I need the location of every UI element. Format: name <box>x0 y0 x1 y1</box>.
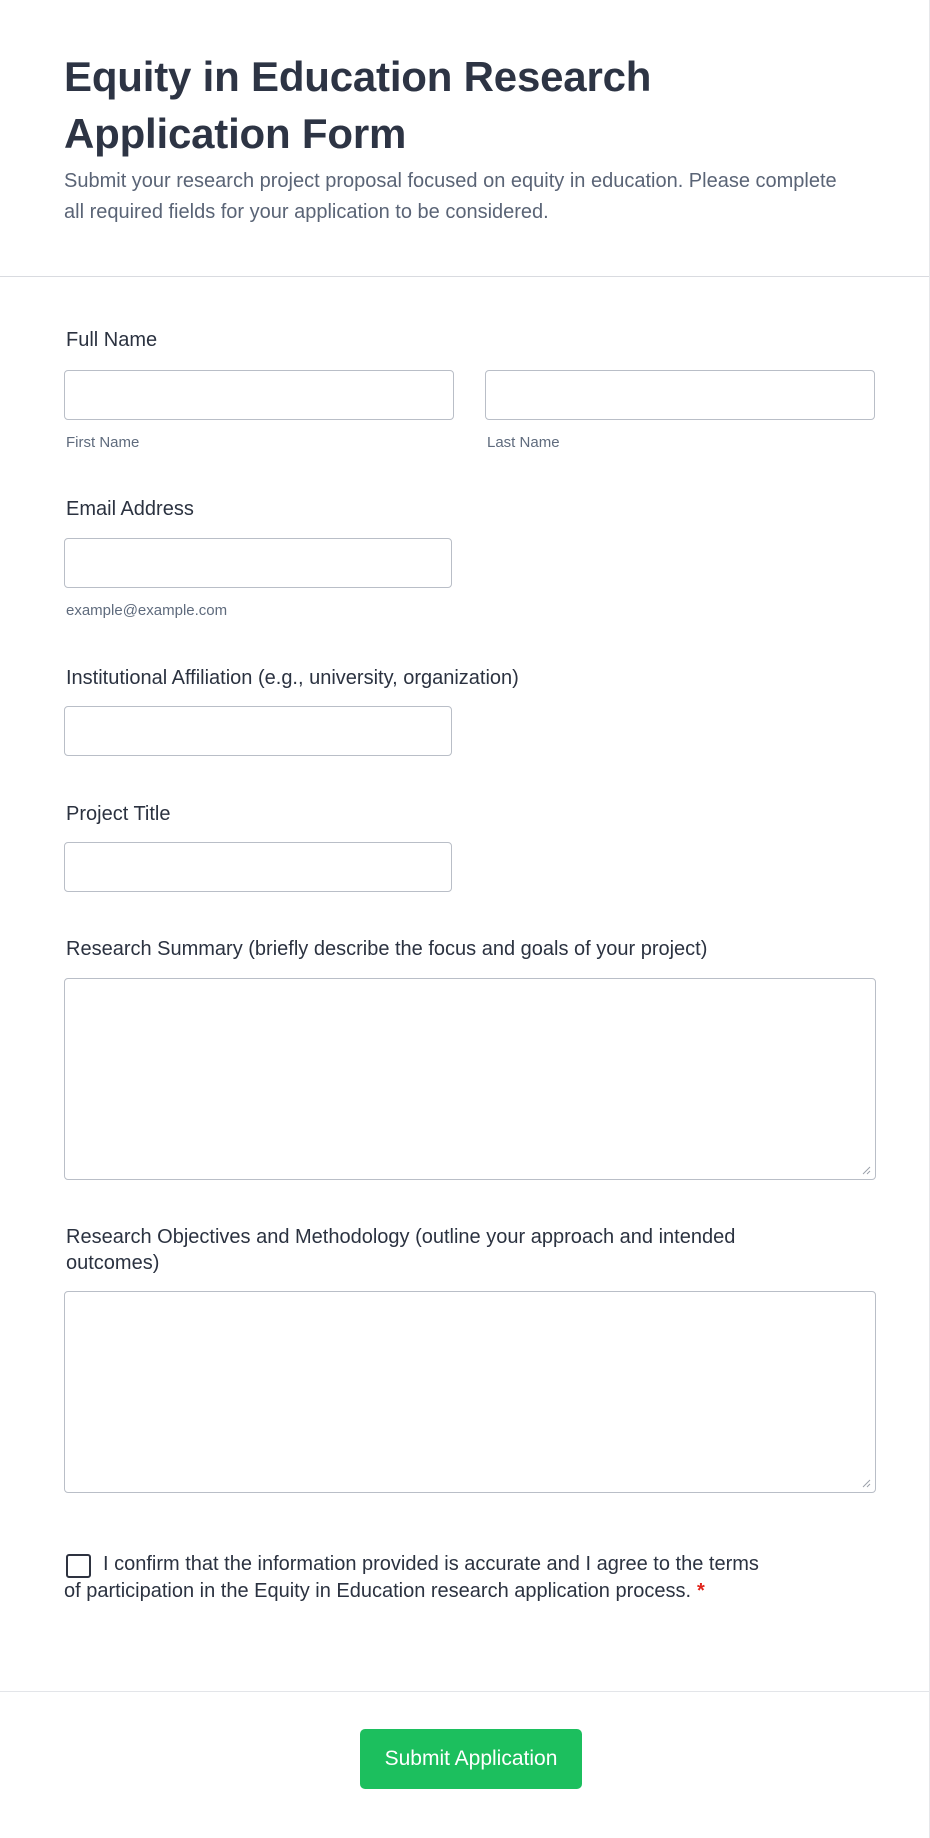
affiliation-input[interactable] <box>64 706 452 756</box>
page-subtitle: Submit your research project proposal focused on equity in education. Please complete all required fields for your application to be considered. <box>64 170 837 223</box>
page-title: Equity in Education Research Application Form <box>64 53 652 157</box>
resize-grip-icon[interactable] <box>862 1479 871 1488</box>
objectives-label: Research Objectives and Methodology (outline your approach and intended outcomes) <box>66 1226 736 1274</box>
affiliation-label: Institutional Affiliation (e.g., university, organization) <box>66 667 519 689</box>
required-asterisk: * <box>697 1580 705 1602</box>
footer-divider <box>0 1691 929 1692</box>
objectives-wrapper <box>64 1291 876 1493</box>
resize-grip-icon[interactable] <box>862 1166 871 1175</box>
consent-checkbox[interactable] <box>66 1554 91 1578</box>
research-summary-wrapper <box>64 978 876 1180</box>
email-input[interactable] <box>64 538 452 588</box>
last-name-sublabel: Last Name <box>487 434 560 451</box>
first-name-sublabel: First Name <box>66 434 140 451</box>
form-header <box>0 0 929 277</box>
first-name-input[interactable] <box>64 370 454 420</box>
research-summary-textarea[interactable] <box>64 978 876 1180</box>
objectives-textarea[interactable] <box>64 1291 876 1493</box>
email-sublabel: example@example.com <box>66 602 228 619</box>
research-summary-label: Research Summary (briefly describe the focus and goals of your project) <box>66 938 708 960</box>
project-title-label: Project Title <box>66 803 171 825</box>
full-name-label: Full Name <box>66 329 158 351</box>
last-name-input[interactable] <box>485 370 875 420</box>
email-label: Email Address <box>66 498 194 520</box>
submit-button[interactable]: Submit Application <box>360 1729 582 1789</box>
project-title-input[interactable] <box>64 842 452 892</box>
consent-statement <box>64 1551 764 1605</box>
consent-text: I confirm that the information provided is accurate and I agree to the terms of participation in the Equity in Education research application process. <box>64 1553 759 1602</box>
